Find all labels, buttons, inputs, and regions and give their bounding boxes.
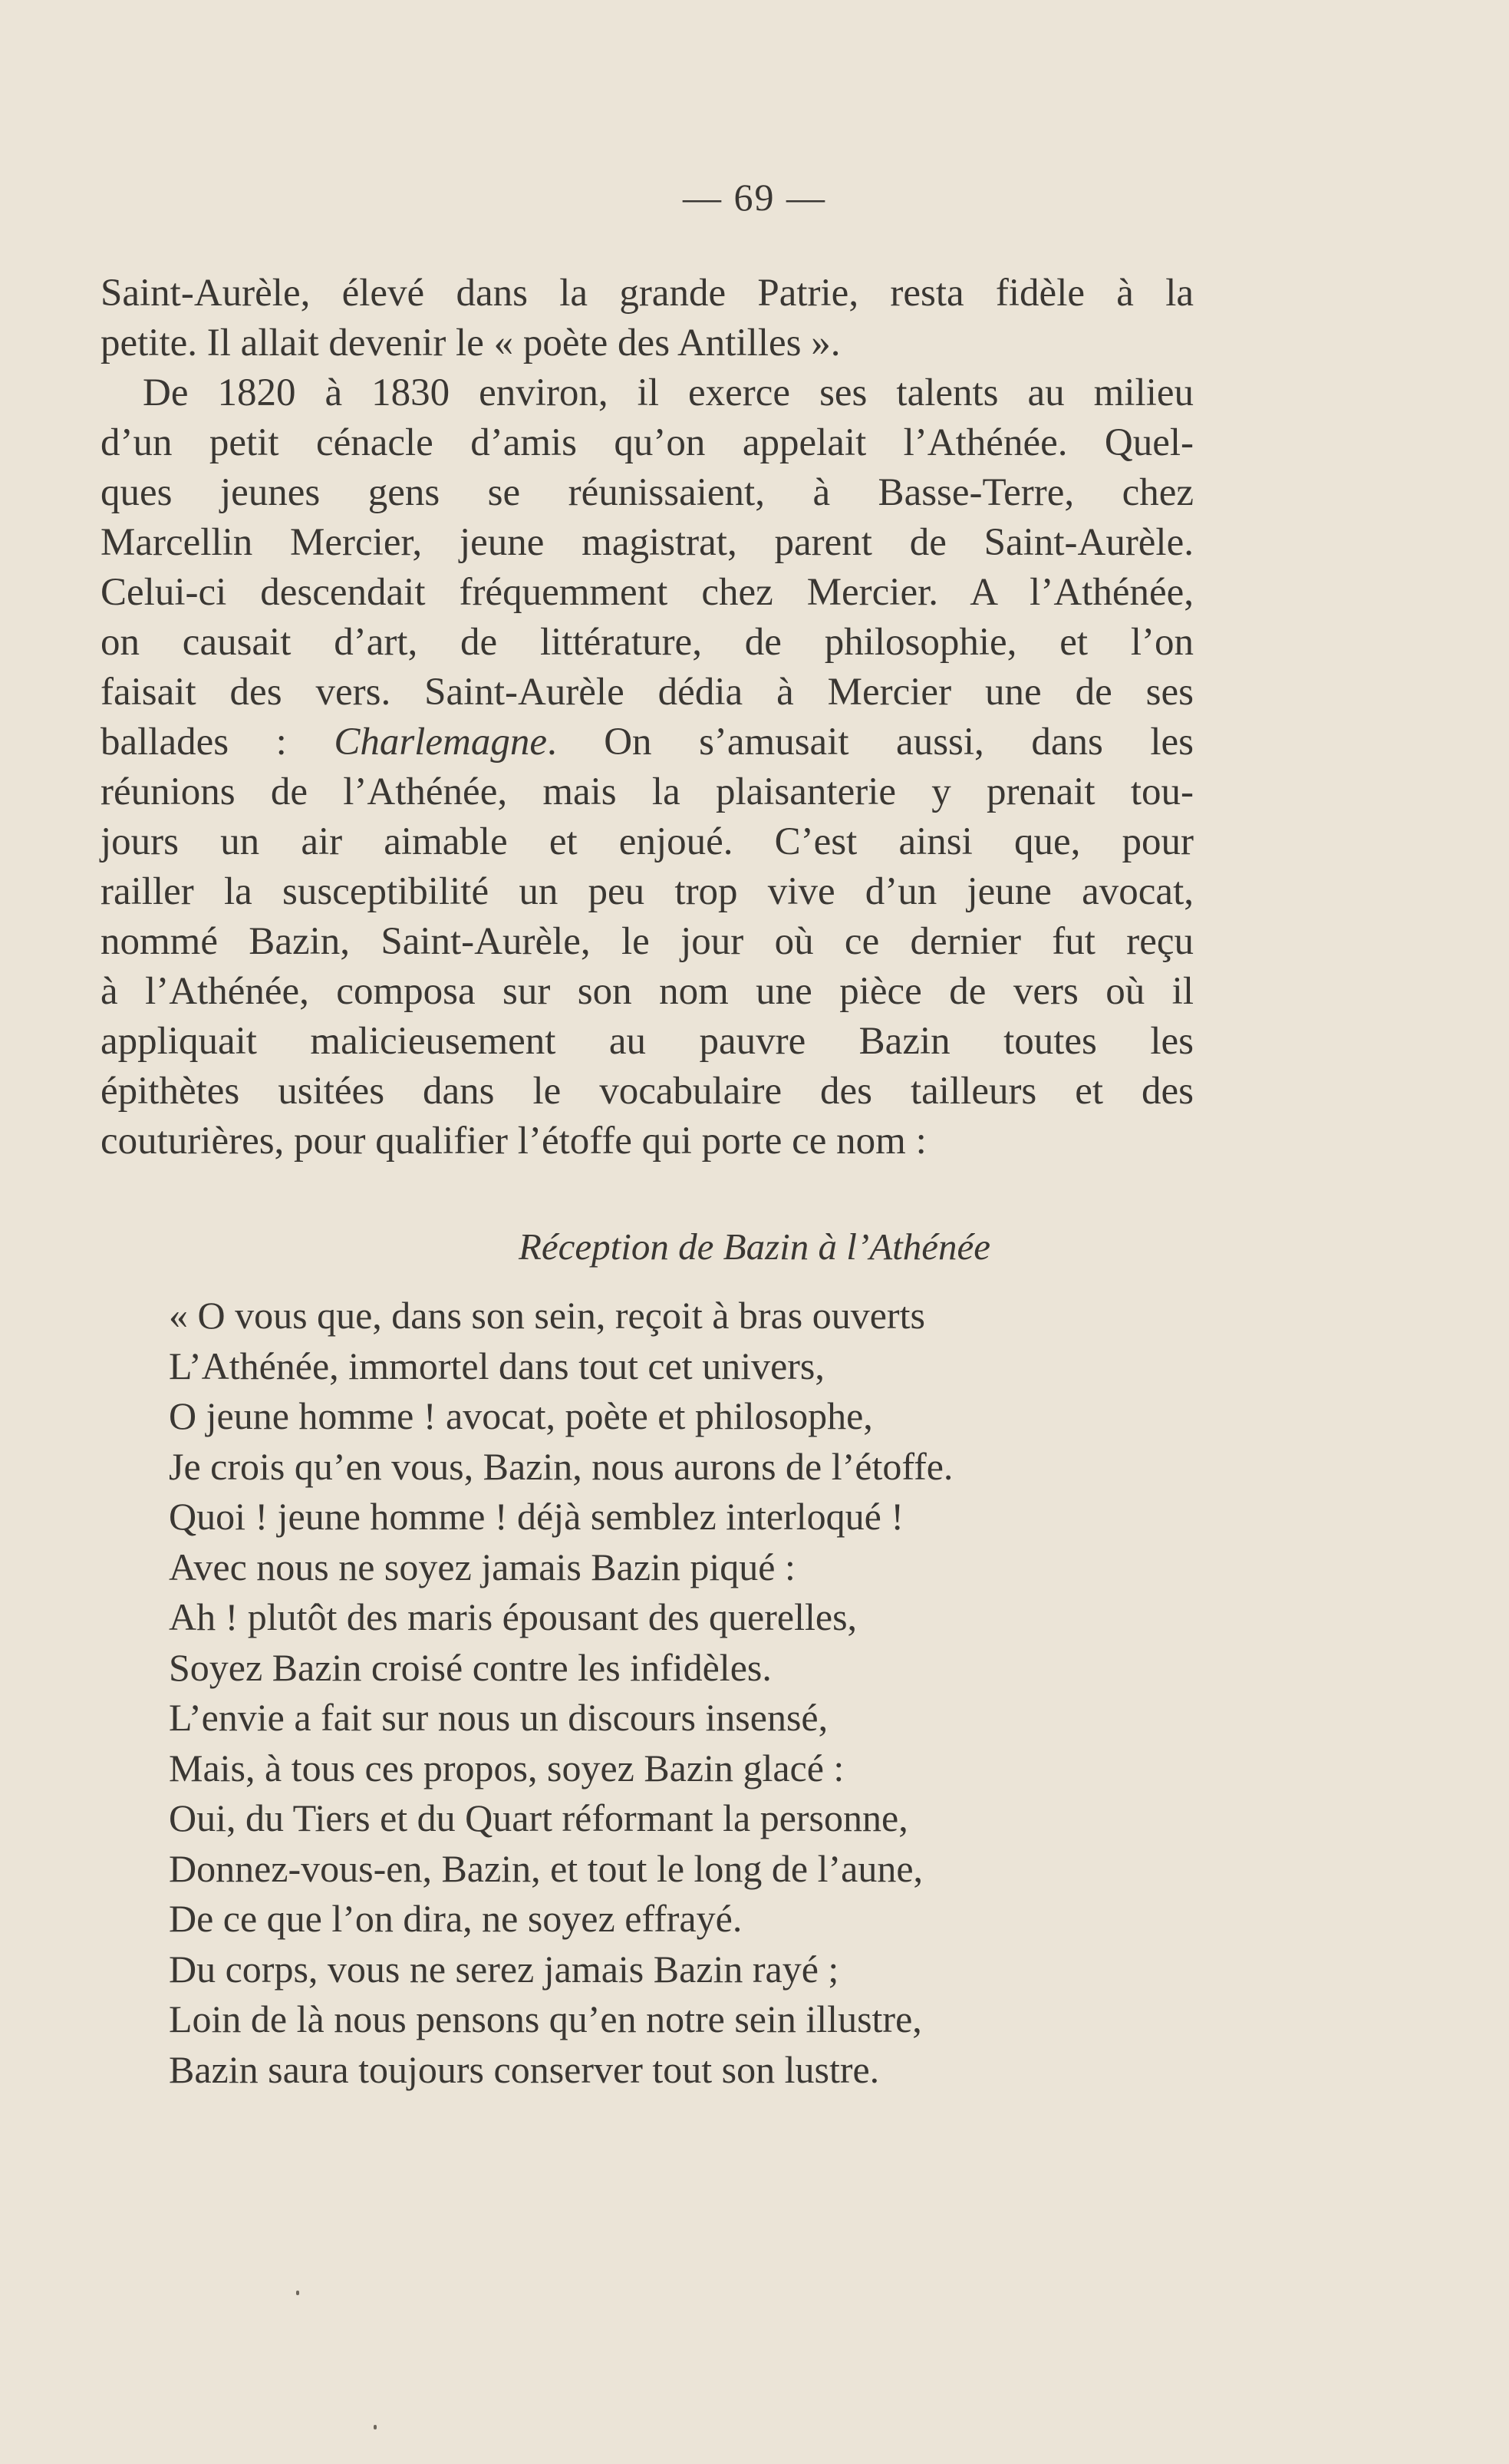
prose-line: faisait des vers. Saint-Aurèle dédia à Mercier une de ses [100,671,1194,714]
prose-line: on causait d’art, de littérature, de philosophie, et l’on [100,621,1194,664]
poem-verse: L’Athénée, immortel dans tout cet univers, [169,1344,825,1387]
prose-line: appliquait malicieusement au pauvre Bazin toutes les [100,1020,1194,1063]
poem-verse: Du corps, vous ne serez jamais Bazin rayé ; [169,1947,839,1991]
page-number: — 69 — [683,176,826,219]
poem-verse: L’envie a fait sur nous un discours insensé, [169,1696,829,1739]
prose-line: réunions de l’Athénée, mais la plaisanterie y prenait tou- [100,770,1194,813]
prose-line: Saint-Aurèle, élevé dans la grande Patrie, resta fidèle à la [100,272,1194,315]
poem-verse: Donnez-vous-en, Bazin, et tout le long de l’aune, [169,1846,924,1890]
prose-line: ques jeunes gens se réunissaient, à Basse-Terre, chez [100,471,1194,514]
poem-title: Réception de Bazin à l’Athénée [519,1225,990,1268]
prose-paragraphs [100,269,1194,1166]
poem-verse: Bazin saura toujours conserver tout son lustre. [169,2047,880,2091]
poem [169,1291,1166,2095]
prose-line: couturières, pour qualifier l’étoffe qui porte ce nom : [100,1120,927,1163]
prose-line [100,717,1194,767]
poem-verse: Je crois qu’en vous, Bazin, nous aurons de l’étoffe. [169,1444,954,1488]
work-title-charlemagne: Charlemagne [334,721,547,764]
poem-verse: De ce que l’on dira, ne soyez effrayé. [169,1897,743,1940]
prose-text: . On s’amusait aussi, dans les [546,721,1194,764]
paper-speck [296,2291,299,2295]
prose-line: nommé Bazin, Saint-Aurèle, le jour où ce dernier fut reçu [100,920,1194,963]
poem-verse: Soyez Bazin croisé contre les infidèles. [169,1645,772,1689]
poem-verse: Loin de là nous pensons qu’en notre sein illustre, [169,1997,922,2040]
poem-verse: « O vous que, dans son sein, reçoit à bras ouverts [169,1294,925,1337]
paper-speck [374,2425,377,2429]
prose-text: ballades : [100,721,334,764]
prose-line: jours un air aimable et enjoué. C’est ainsi que, pour [100,820,1194,863]
prose-line: d’un petit cénacle d’amis qu’on appelait l’Athénée. Quel- [100,421,1194,464]
prose-line: Celui-ci descendait fréquemment chez Mercier. A l’Athénée, [100,571,1194,614]
prose-line: railler la susceptibilité un peu trop vive d’un jeune avocat, [100,870,1194,913]
prose-line: De 1820 à 1830 environ, il exerce ses talents au milieu [143,371,1194,414]
poem-verse: Quoi ! jeune homme ! déjà semblez interloqué ! [169,1495,904,1538]
prose-line: à l’Athénée, composa sur son nom une pièce de vers où il [100,970,1194,1013]
poem-verse: Oui, du Tiers et du Quart réformant la personne, [169,1796,908,1839]
poem-verse: Ah ! plutôt des maris épousant des querelles, [169,1595,858,1638]
prose-line: petite. Il allait devenir le « poète des Antilles ». [100,322,841,364]
poem-verse: Avec nous ne soyez jamais Bazin piqué : [169,1545,796,1588]
prose-line: Marcellin Mercier, jeune magistrat, parent de Saint-Aurèle. [100,521,1194,564]
poem-verse: O jeune homme ! avocat, poète et philosophe, [169,1394,873,1437]
prose-line: épithètes usitées dans le vocabulaire des tailleurs et des [100,1070,1194,1113]
poem-verse: Mais, à tous ces propos, soyez Bazin glacé : [169,1746,845,1789]
